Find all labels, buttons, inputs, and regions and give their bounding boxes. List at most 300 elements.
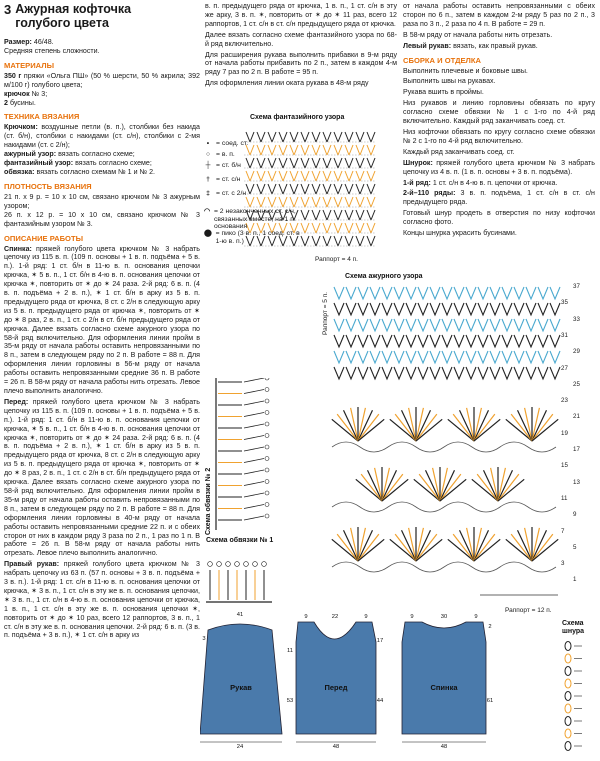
row-number: 7 <box>561 527 565 535</box>
lace-v-stitch <box>538 351 548 363</box>
row-number: 29 <box>573 348 580 356</box>
stitch-mark <box>345 158 349 168</box>
row-number: 33 <box>573 315 580 323</box>
edge-stitch <box>244 470 264 474</box>
lace-v-stitch <box>346 287 356 299</box>
stitch-mark <box>323 158 327 168</box>
lace-v-stitch <box>418 303 428 315</box>
stitch-mark <box>360 210 364 220</box>
lace-v-stitch <box>478 303 488 315</box>
stitch-mark <box>312 236 316 246</box>
picot-icon <box>265 503 269 507</box>
dimension-label: 53 <box>286 698 294 704</box>
legend-item <box>204 208 304 231</box>
lace-v-stitch <box>538 303 548 315</box>
assembly-step: Выполнить швы на рукавах. <box>403 77 496 86</box>
legend-symbol-icon: ○ <box>205 151 211 158</box>
cord-stitch <box>565 667 571 676</box>
lace-v-stitch <box>346 367 356 379</box>
front-text: Перед: пряжей голубого цвета крючком № 3 набрать цепочку из 115 в. п. (109 п. основы + 1 в. п. подъёма + 5 в. п.). 1-й ряд: 1 ст. б/н в 11-ю в. п. основания цепочки от крючка, ✶ 5 в. п., 1 ст. б/н в 4-ю в. п. основания цепочки от крючка ✶, повторить от ✶ до ✶ 24 раза. 2-й ряд: 6 в. п. (4 в. п. подъёма + 2 в. п.), ✶ 1 ст. б/н в арку из 5 в. п. предыдущего ряда от крючка, 8 ст. с 2/н в следующую арку из 5 в. п. предыдущего ряда от крючка ✶, повторить от ✶ до ✶ 8 раз, 2 в. п., 1 ст. с 2/н в ст. б/н предыдущего ряда от крючка. Далее вязать согласно схеме ажурного узора по 58-й ряд включительно. Для оформления линии пройм в 35-м ряду от начала работы оставить непровязанными по 8 п., затем в следующем ряду по 2 п. В работе = 88 п. Для оформления линии горловины в 40-м ряду от начала работы оставить непровязанными средние 22 п. и с обеих сторон от них в каждом ряду 3 раза по 2 п., 1 раз по 1 п. В работе = 26 п. В 58-м ряду от начала работы нить отрезать. Левое плечо выполнить аналогично. <box>4 397 200 558</box>
lace-v-stitch <box>442 367 452 379</box>
stitch-mark <box>250 197 254 207</box>
picot-icon <box>217 562 222 567</box>
lace-v-stitch <box>418 351 428 363</box>
lace-v-stitch <box>406 287 416 299</box>
lace-v-stitch <box>550 367 560 379</box>
sleeve-label: Рукав <box>230 683 252 692</box>
stitch-mark <box>349 236 353 246</box>
dimension-label: 41 <box>236 612 244 618</box>
picot-icon <box>265 422 269 426</box>
cord-stitch <box>565 704 571 713</box>
edge2-diagram <box>212 378 272 533</box>
lace-v-stitch <box>478 351 488 363</box>
stitch-mark <box>356 210 360 220</box>
stitch-mark <box>360 197 364 207</box>
lace-v-stitch <box>526 367 536 379</box>
lace-v-stitch <box>502 335 512 347</box>
stitch-mark <box>312 158 316 168</box>
lace-v-stitch <box>454 351 464 363</box>
stitch-mark <box>316 210 320 220</box>
lace-v-stitch <box>382 319 392 331</box>
stitch-mark <box>367 158 371 168</box>
lace-v-stitch <box>406 367 416 379</box>
stitch-mark <box>356 236 360 246</box>
stitch-mark <box>323 145 327 155</box>
assembly-step: Низ рукавов и линию горловины обвязать по кругу согласно схеме обвязки № 1 с 1-го по 4-й ряд включительно. Каждый ряд заканчивать соед. ст. <box>403 99 595 126</box>
cord-diagram <box>558 640 598 760</box>
edge2-title: Схема обвязки № 2 <box>205 467 212 535</box>
lace-v-stitch <box>370 303 380 315</box>
lace-v-stitch <box>394 367 404 379</box>
lace-v-stitch <box>502 303 512 315</box>
lace-v-stitch <box>478 319 488 331</box>
picot-icon <box>265 491 269 495</box>
stitch-mark <box>349 197 353 207</box>
lace-v-stitch <box>466 303 476 315</box>
edge1-title: Схема обвязки № 1 <box>206 537 274 544</box>
lace-v-stitch <box>466 335 476 347</box>
dimension-label: 9 <box>410 614 414 620</box>
stitch-mark <box>338 184 342 194</box>
stitch-mark <box>316 236 320 246</box>
lace-v-stitch <box>430 335 440 347</box>
dimension-label: 11 <box>286 648 294 654</box>
picot-icon <box>265 399 269 403</box>
lace-v-stitch <box>334 319 344 331</box>
edge-stitch <box>244 436 264 440</box>
stitch-mark <box>338 236 342 246</box>
assembly-heading: СБОРКА И ОТДЕЛКА <box>403 55 481 65</box>
fancy-scheme-title: Схема фантазийного узора <box>250 114 345 121</box>
row-number: 11 <box>561 494 568 502</box>
stitch-mark <box>356 171 360 181</box>
stitch-mark <box>246 197 250 207</box>
lace-v-stitch <box>478 367 488 379</box>
col3-p2: В 58-м ряду от начала работы нить отрезать. <box>403 30 553 39</box>
back-label: Спинка <box>430 683 458 692</box>
row-number: 27 <box>561 364 568 372</box>
stitch-mark <box>327 145 331 155</box>
stitch-mark <box>312 132 316 142</box>
garment-patterns <box>200 612 590 761</box>
lace-v-stitch <box>514 367 524 379</box>
lace-v-stitch <box>358 303 368 315</box>
stitch-mark <box>257 197 261 207</box>
lace-v-stitch <box>430 287 440 299</box>
lace-v-stitch <box>346 303 356 315</box>
stitch-mark <box>349 184 353 194</box>
lace-v-stitch <box>418 287 428 299</box>
cord-scheme-title: Схема шнура <box>562 620 585 635</box>
lace-v-stitch <box>334 335 344 347</box>
stitch-mark <box>327 197 331 207</box>
dimension-label: 48 <box>332 744 340 750</box>
lace-v-stitch <box>358 367 368 379</box>
stitch-mark <box>338 210 342 220</box>
stitch-mark <box>367 132 371 142</box>
edge-stitch <box>244 516 264 520</box>
legend-text: = соед. ст. <box>216 140 249 147</box>
left-sleeve-text: Левый рукав: вязать, как правый рукав. <box>403 41 538 50</box>
lace-v-stitch <box>430 367 440 379</box>
picot-icon <box>244 562 249 567</box>
stitch-mark <box>345 197 349 207</box>
stitch-mark <box>356 184 360 194</box>
row-number: 9 <box>573 511 577 519</box>
stitch-mark <box>323 236 327 246</box>
legend-item <box>204 151 304 159</box>
stitch-mark <box>312 184 316 194</box>
stitch-mark <box>371 197 375 207</box>
assembly-step: Готовый шнур продеть в отверстия по низу кофточки согласно фото. <box>403 209 595 227</box>
dimension-label: 24 <box>236 744 244 750</box>
stitch-mark <box>349 171 353 181</box>
picot-icon <box>265 411 269 415</box>
stitch-mark <box>305 145 309 155</box>
lace-v-stitch <box>334 287 344 299</box>
lace-v-stitch <box>442 303 452 315</box>
cord-stitch <box>565 717 571 726</box>
stitch-mark <box>327 236 331 246</box>
stitch-mark <box>371 132 375 142</box>
stitch-mark <box>349 145 353 155</box>
stitch-mark <box>345 210 349 220</box>
lace-v-stitch <box>382 335 392 347</box>
column-1 <box>4 2 200 642</box>
stitch-mark <box>356 197 360 207</box>
legend-item <box>204 176 304 184</box>
lace-v-stitch <box>406 351 416 363</box>
stitch-mark <box>316 145 320 155</box>
lace-v-stitch <box>346 351 356 363</box>
col2-p1: в. п. предыдущего ряда от крючка, 1 в. п., 1 ст. с/н в эту же арку, 3 в. п. ✶, повторить от ✶ до ✶ 11 раз, всего 12 раппортов, 1 ст. с/н в ст. с/н предыдущего ряда от крючка. <box>205 2 397 28</box>
stitch-mark <box>305 210 309 220</box>
picot-icon <box>265 378 269 380</box>
lace-v-stitch <box>442 335 452 347</box>
technique-text: Крючком: воздушные петли (в. п.), столбики без накида (ст. б/н), столбики с накидами (ст. с/н), столбики с 2-мя накидами (ст. с 2/н); ажурный узор: вязать согласно схеме; фантазийный узор: вязать согласно схеме; обвязка: вязать согласно схемам № 1 и № 2. <box>4 123 200 176</box>
stitch-mark <box>345 236 349 246</box>
lace-v-stitch <box>538 335 548 347</box>
picot-icon <box>265 480 269 484</box>
back-shape <box>402 622 486 734</box>
picot-icon <box>265 514 269 518</box>
front-label: Перед <box>324 683 348 692</box>
col3-p1: от начала работы оставить непровязанными с обеих сторон по 6 п., затем в каждом 2-м ряду 5 раз по 2 п., 3 раза по 3 п., 2 раза по 4 п. В работе = 29 п. <box>403 2 595 28</box>
lace-v-stitch <box>490 319 500 331</box>
dimension-label: 17 <box>376 638 384 644</box>
dimension-label: 2 <box>488 624 492 630</box>
stitch-mark <box>367 236 371 246</box>
row-number: 3 <box>561 560 565 568</box>
lace-vertical-repeat: Раппорт = 5 п. <box>322 292 329 335</box>
dimension-label: 44 <box>376 698 384 704</box>
lace-v-stitch <box>550 287 560 299</box>
stitch-mark <box>334 210 338 220</box>
stitch-mark <box>312 223 316 233</box>
legend-item <box>204 162 304 170</box>
stitch-mark <box>305 158 309 168</box>
stitch-mark <box>261 197 265 207</box>
stitch-mark <box>327 158 331 168</box>
stitch-mark <box>360 132 364 142</box>
stitch-mark <box>268 197 272 207</box>
edge-stitch <box>244 505 264 509</box>
stitch-mark <box>327 210 331 220</box>
legend-item <box>204 190 304 198</box>
lace-v-stitch <box>502 351 512 363</box>
stitch-mark <box>356 223 360 233</box>
stitch-mark <box>334 171 338 181</box>
lace-v-stitch <box>334 367 344 379</box>
stitch-mark <box>316 197 320 207</box>
stitch-mark <box>316 171 320 181</box>
materials-text: 350 г пряжи «Ольга ПШ» (50 % шерсти, 50 % акрила; 392 м/100 г) голубого цвета; крючок № 3; 2 бусины. <box>4 71 200 107</box>
dimension-label: 22 <box>331 614 339 620</box>
row-number: 1 <box>573 576 577 584</box>
lace-v-stitch <box>490 287 500 299</box>
edge-stitch <box>244 459 264 463</box>
stitch-mark <box>338 158 342 168</box>
legend-text: = пико (3 в. п., 1 соед. ст. в 1-ю в. п.) <box>215 230 300 245</box>
assembly-step: Каждый ряд заканчивать соед. ст. <box>403 147 515 156</box>
lace-v-stitch <box>418 367 428 379</box>
stitch-mark <box>323 210 327 220</box>
lace-v-stitch <box>466 351 476 363</box>
column-2-text <box>205 2 397 90</box>
lace-v-stitch <box>406 303 416 315</box>
stitch-mark <box>345 132 349 142</box>
edge-stitch <box>244 413 264 417</box>
lace-v-stitch <box>394 351 404 363</box>
stitch-mark <box>305 197 309 207</box>
dimension-label: 9 <box>474 614 478 620</box>
dimension-label: 30 <box>440 614 448 620</box>
lace-v-stitch <box>406 319 416 331</box>
lace-v-stitch <box>442 287 452 299</box>
stitch-mark <box>338 132 342 142</box>
stitch-mark <box>345 171 349 181</box>
stitch-mark <box>334 223 338 233</box>
chain-arc-row <box>332 562 556 572</box>
lace-v-stitch <box>454 287 464 299</box>
stitch-mark <box>316 158 320 168</box>
lace-v-stitch <box>370 319 380 331</box>
stitch-mark <box>312 197 316 207</box>
lace-v-stitch <box>394 303 404 315</box>
stitch-mark <box>323 223 327 233</box>
stitch-mark <box>360 223 364 233</box>
col2-p2: Далее вязать согласно схеме фантазийного узора по 68-й ряд включительно. <box>205 30 397 48</box>
stitch-mark <box>360 171 364 181</box>
lace-v-stitch <box>466 319 476 331</box>
stitch-mark <box>272 197 276 207</box>
front-shape <box>296 622 376 734</box>
stitch-mark <box>338 223 342 233</box>
lace-v-stitch <box>502 287 512 299</box>
row-number: 35 <box>561 299 568 307</box>
legend-item <box>204 230 304 245</box>
lace-v-stitch <box>466 287 476 299</box>
lace-v-stitch <box>358 335 368 347</box>
row-number: 17 <box>573 446 580 453</box>
lace-v-stitch <box>394 287 404 299</box>
lace-v-stitch <box>526 319 536 331</box>
lace-v-stitch <box>346 319 356 331</box>
chain-arc-row <box>332 442 556 452</box>
legend-text: = ст. с/н <box>216 176 241 183</box>
picot-icon <box>265 434 269 438</box>
stitch-mark <box>367 223 371 233</box>
stitch-mark <box>290 197 294 207</box>
cord-stitch <box>565 654 571 663</box>
dimension-label: 48 <box>440 744 448 750</box>
picot-icon <box>265 445 269 449</box>
stitch-mark <box>371 158 375 168</box>
stitch-mark <box>334 145 338 155</box>
picot-icon <box>262 562 267 567</box>
lace-v-stitch <box>514 303 524 315</box>
stitch-mark <box>356 132 360 142</box>
assembly-step: Выполнить плечевые и боковые швы. <box>403 66 528 75</box>
row-number: 5 <box>573 543 577 551</box>
picot-icon <box>226 562 231 567</box>
stitch-mark <box>327 223 331 233</box>
cord-stitch <box>565 742 571 751</box>
lace-v-stitch <box>538 367 548 379</box>
legend-text: = ст. б/н <box>216 162 241 169</box>
legend-item <box>204 140 304 148</box>
stitch-mark <box>327 184 331 194</box>
stitch-mark <box>349 210 353 220</box>
stitch-mark <box>371 236 375 246</box>
edge-stitch <box>244 401 264 405</box>
stitch-mark <box>338 145 342 155</box>
dimension-label: 3 <box>202 636 206 642</box>
lace-v-stitch <box>550 351 560 363</box>
lace-v-stitch <box>430 319 440 331</box>
lace-v-stitch <box>526 335 536 347</box>
cord-stitch <box>565 679 571 688</box>
lace-v-stitch <box>370 367 380 379</box>
stitch-mark <box>367 197 371 207</box>
lace-v-stitch <box>382 303 392 315</box>
stitch-mark <box>371 223 375 233</box>
edge-stitch <box>244 447 264 451</box>
stitch-mark <box>283 197 287 207</box>
picot-icon <box>235 562 240 567</box>
stitch-mark <box>367 171 371 181</box>
legend-symbol-icon: • <box>206 140 210 147</box>
dimension-label: 9 <box>304 614 308 620</box>
row-number: 25 <box>573 380 580 388</box>
lace-v-stitch <box>490 335 500 347</box>
lace-v-stitch <box>418 335 428 347</box>
legend-text: = в. п. <box>216 151 235 158</box>
article-number: 3 <box>4 2 12 17</box>
picot-icon <box>265 468 269 472</box>
row-number: 19 <box>561 429 568 437</box>
lace-v-stitch <box>502 367 512 379</box>
stitch-mark <box>312 171 316 181</box>
chain-arc-row <box>332 502 556 512</box>
lace-v-stitch <box>538 319 548 331</box>
lace-v-stitch <box>394 319 404 331</box>
lace-v-stitch <box>430 351 440 363</box>
stitch-mark <box>316 184 320 194</box>
dimension-label: 61 <box>486 698 494 704</box>
stitch-mark <box>367 145 371 155</box>
article-title <box>4 2 200 30</box>
lace-v-stitch <box>418 319 428 331</box>
row-number: 31 <box>561 331 568 339</box>
picot-icon <box>208 562 213 567</box>
dimension-label: 9 <box>364 614 368 620</box>
stitch-mark <box>356 145 360 155</box>
stitch-mark <box>360 158 364 168</box>
lace-v-stitch <box>550 335 560 347</box>
stitch-mark <box>345 184 349 194</box>
stitch-mark <box>279 197 283 207</box>
legend-text: = 2 незаконченных ст. с/н, связанных вместе, на 1 п. основания <box>213 208 296 230</box>
cord-row1: 1-й ряд: 1 ст. с/н в 4-ю в. п. цепочки от крючка. <box>403 178 558 187</box>
lace-v-stitch <box>394 335 404 347</box>
technique-heading: ТЕХНИКА ВЯЗАНИЯ <box>4 112 80 122</box>
stitch-mark <box>367 210 371 220</box>
edge-stitch <box>244 378 264 382</box>
stitch-mark <box>305 223 309 233</box>
stitch-mark <box>338 197 342 207</box>
lace-v-stitch <box>406 335 416 347</box>
lace-v-stitch <box>550 319 560 331</box>
stitch-mark <box>338 171 342 181</box>
lace-v-stitch <box>370 335 380 347</box>
legend-symbol-icon: † <box>206 176 210 183</box>
stitch-mark <box>323 184 327 194</box>
density-text: 21 п. х 9 р. = 10 х 10 см, связано крючком № 3 ажурным узором; 26 п. х 12 р. = 10 х 10 см, связано крючком № 3 фантазийным узором № 3. <box>4 192 200 228</box>
picot-icon <box>253 562 258 567</box>
lace-v-stitch <box>370 287 380 299</box>
stitch-mark <box>323 132 327 142</box>
stitch-mark <box>327 171 331 181</box>
stitch-mark <box>371 145 375 155</box>
stitch-mark <box>316 223 320 233</box>
row-number: 37 <box>573 283 580 290</box>
picot-icon <box>265 457 269 461</box>
edge-stitch <box>244 493 264 497</box>
stitch-mark <box>294 197 298 207</box>
